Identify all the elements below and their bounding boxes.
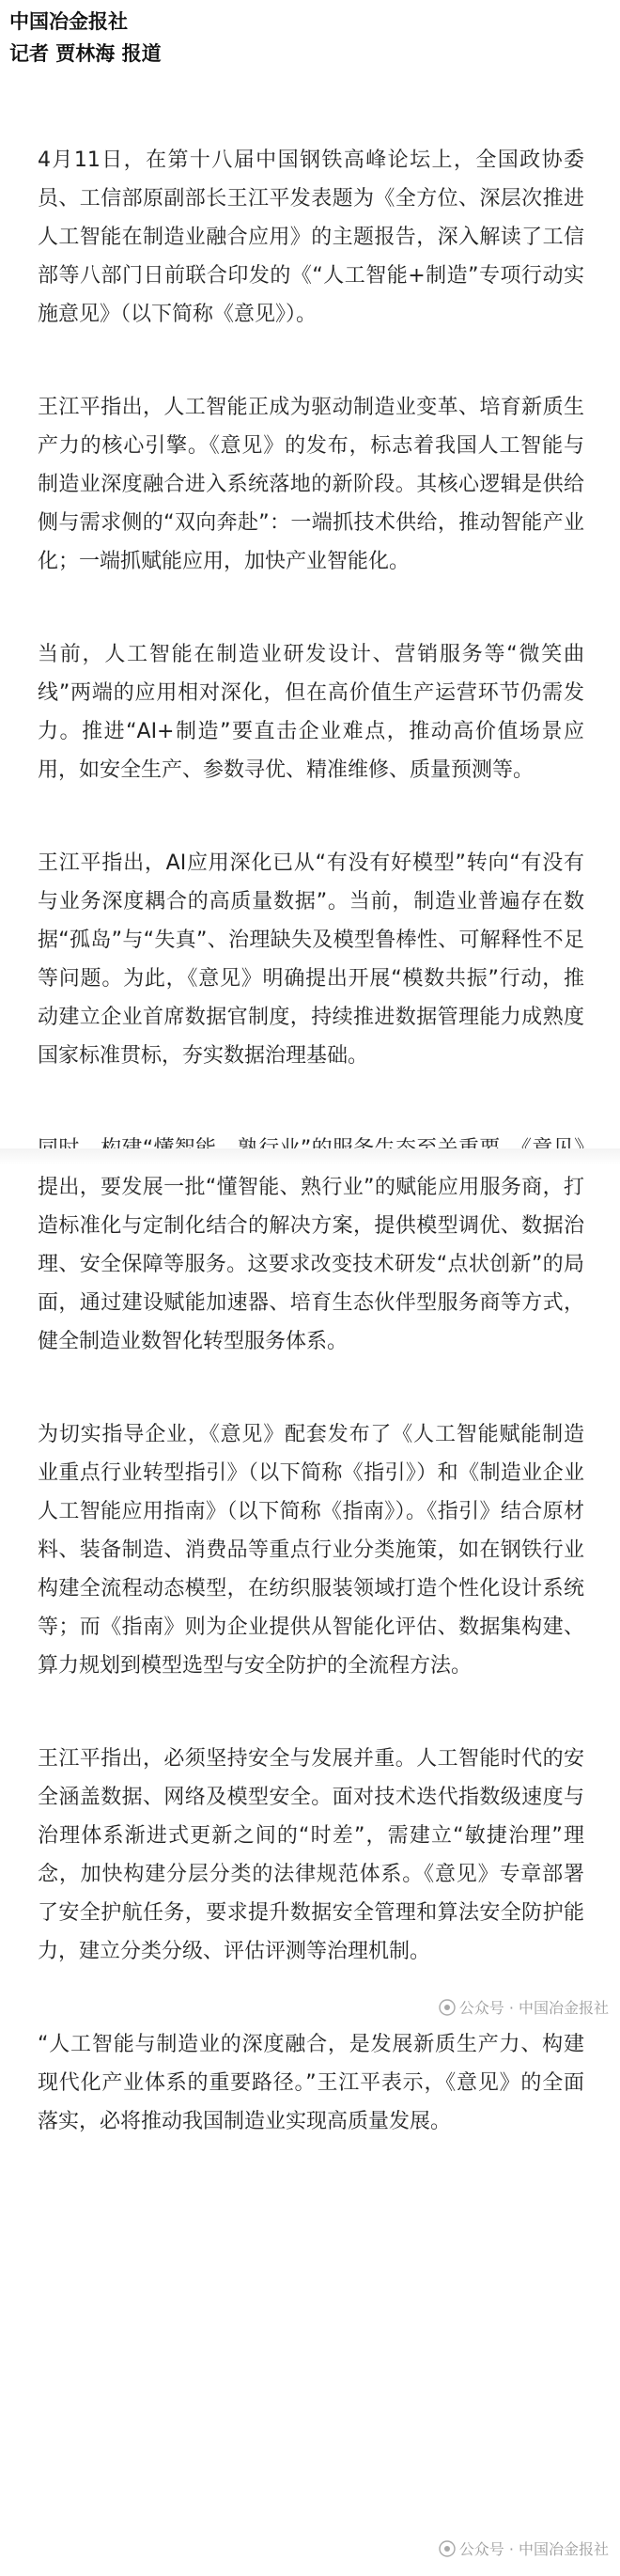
watermark-text: 公众号 · 中国冶金报社 xyxy=(458,1999,609,2017)
paragraph-2: 王江平指出，人工智能正成为驱动制造业变革、培育新质生产力的核心引擎。《意见》的发布，标志着我国人工智能与制造业深度融合进入系统落地的新阶段。其核心逻辑是供给侧与需求侧的“双向奔赴”：一端抓技术供给，推动智能产业化；一端抓赋能应用，加快产业智能化。 xyxy=(38,396,584,573)
screenshot-seam-divider xyxy=(0,1148,620,1165)
paragraph-1: 4月11日，在第十八届中国钢铁高峰论坛上，全国政协委员、工信部原副部长王江平发表题为《全方位、深层次推进人工智能在制造业融合应用》的主题报告，深入解读了工信部等八部门日前联合印发的《“人工智能+制造”专项行动实施意见》（以下简称《意见》）。 xyxy=(38,148,584,326)
wechat-official-account-icon xyxy=(439,2540,456,2557)
paragraph-3: 当前，人工智能在制造业研发设计、营销服务等“微笑曲线”两端的应用相对深化，但在高价值生产运营环节仍需发力。推进“AI+制造”要直击企业难点，推动高价值场景应用，如安全生产、参数寻优、精准维修、质量预测等。 xyxy=(38,643,584,782)
wechat-official-account-icon xyxy=(439,1999,456,2016)
paragraph-4: 王江平指出，AI应用深化已从“有没有好模型”转向“有没有与业务深度耦合的高质量数据”。当前，制造业普遍存在数据“孤岛”与“失真”、治理缺失及模型鲁棒性、可解释性不足等问题。为此，《意见》明确提出开展“模数共振”行动，推动建立企业首席数据官制度，持续推进数据管理能力成熟度国家标准贯标，夯实数据治理基础。 xyxy=(38,851,584,1068)
paragraph-6: 为切实指导企业，《意见》配套发布了《人工智能赋能制造业重点行业转型指引》（以下简称《指引》）和《制造业企业人工智能应用指南》（以下简称《指南》）。《指引》结合原材料、装备制造、消费品等重点行业分类施策，如在钢铁行业构建全流程动态模型，在纺织服装领域打造个性化设计系统等；而《指南》则为企业提供从智能化评估、数据集构建、算力规划到模型选型与安全防护的全流程方法。 xyxy=(38,1423,584,1678)
article-header xyxy=(9,6,162,70)
watermark xyxy=(439,2537,609,2559)
paragraph-5: 提出，要发展一批“懂智能、熟行业”的赋能应用服务商，打造标准化与定制化结合的解决方案，提供模型调优、数据治理、安全保障等服务。这要求改变技术研发“点状创新”的局面，通过建设赋能加速器、培育生态伙伴型服务商等方式，健全制造业数智化转型服务体系。 xyxy=(38,1176,584,1353)
byline: 记者 贾林海 报道 xyxy=(9,42,162,65)
paragraph-8: “人工智能与制造业的深度融合，是发展新质生产力、构建现代化产业体系的重要路径。”王江平表示，《意见》的全面落实，必将推动我国制造业实现高质量发展。 xyxy=(38,2033,584,2133)
outlet-name: 中国冶金报社 xyxy=(9,10,128,33)
watermark xyxy=(439,1996,609,2018)
paragraph-7: 王江平指出，必须坚持安全与发展并重。人工智能时代的安全涵盖数据、网络及模型安全。面对技术迭代指数级速度与治理体系渐进式更新之间的“时差”，需建立“敏捷治理”理念，加快构建分层分类的法律规范体系。《意见》专章部署了安全护航任务，要求提升数据安全管理和算法安全防护能力，建立分类分级、评估评测等治理机制。 xyxy=(38,1747,584,1963)
watermark-text: 公众号 · 中国冶金报社 xyxy=(458,2540,609,2558)
article-body xyxy=(38,141,584,2195)
